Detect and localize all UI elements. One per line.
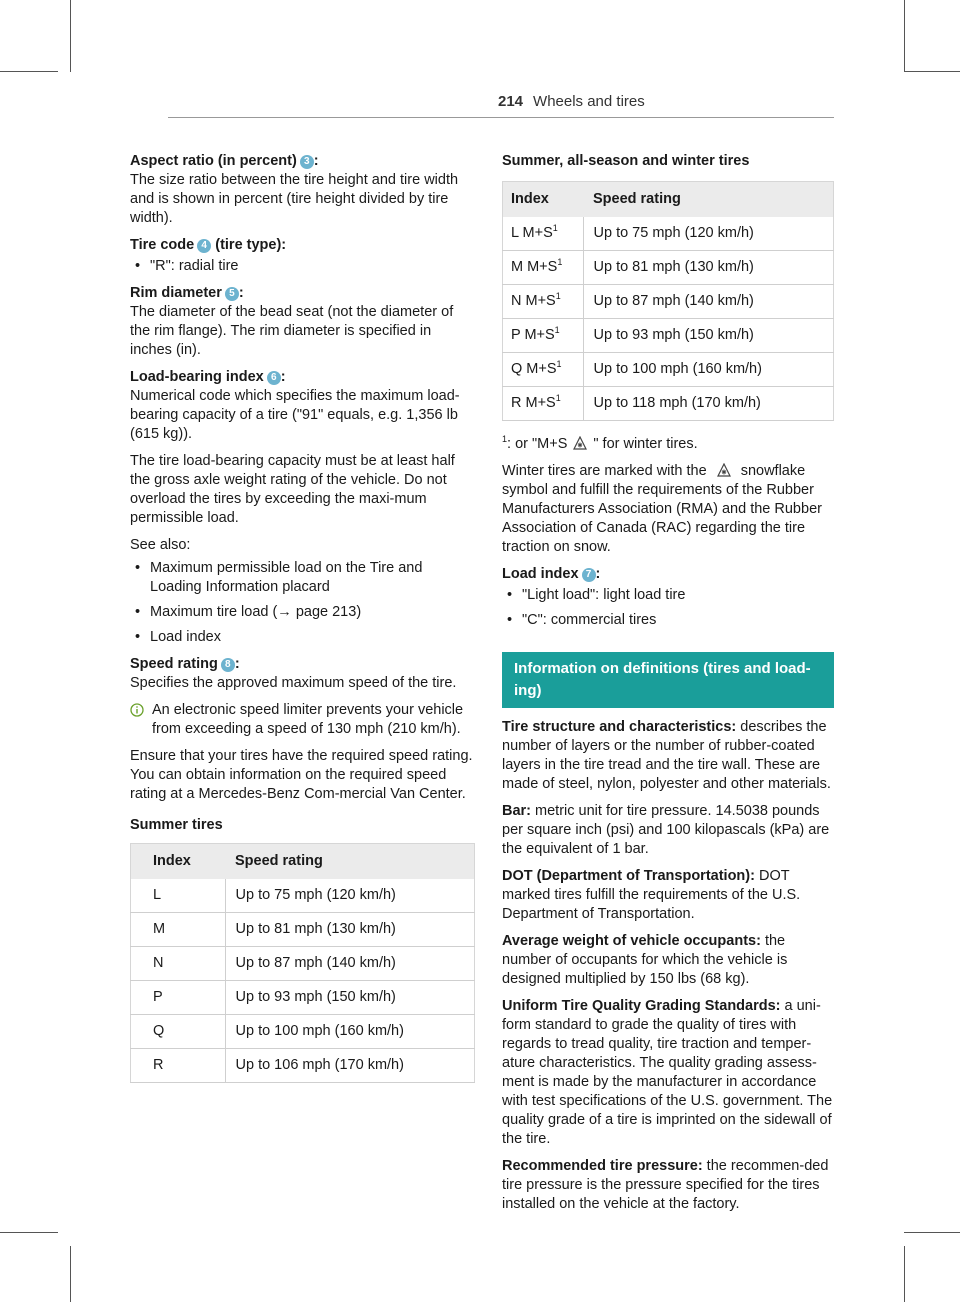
tirecode-title: Tire code	[130, 237, 195, 253]
table-cell: Up to 118 mph (170 km/h)	[583, 387, 834, 421]
column-header: Index	[503, 182, 584, 218]
footnote-post: " for winter tires.	[593, 436, 698, 452]
table-row	[131, 879, 475, 913]
table-cell: Q $M+S^1$	[503, 353, 584, 387]
callout-4: 4	[197, 239, 211, 253]
page-header	[498, 93, 645, 110]
table-cell: Up to 75 mph (120 km/h)	[225, 879, 475, 913]
loadidx-list	[502, 586, 834, 630]
snowflake-mountain-icon	[717, 463, 731, 477]
aspect-section: Aspect ratio (in percent) 3 : The size ratio between the tire height and tire width and is shown in percent (tire height divided by tire width).	[130, 153, 459, 226]
table-row	[503, 251, 834, 285]
table-cell: Up to 87 mph (140 km/h)	[225, 947, 475, 981]
aspect-text: The size ratio between the tire height and tire width and is shown in percent (tire height divided by tire width).	[130, 172, 459, 226]
crop-mark	[0, 1232, 58, 1233]
table-cell: P	[131, 981, 226, 1015]
list-item: • Load index	[130, 628, 475, 647]
footnote	[502, 435, 834, 454]
table-cell: N	[131, 947, 226, 981]
definition	[502, 1157, 834, 1214]
crop-mark	[904, 71, 960, 72]
table-cell: R	[131, 1049, 226, 1083]
crop-mark	[904, 0, 905, 72]
crop-mark	[70, 0, 71, 72]
table-cell: Up to 81 mph (130 km/h)	[225, 913, 475, 947]
footnote-mark: 1	[502, 434, 508, 444]
summer-title: Summer tires	[130, 817, 223, 833]
table-row	[503, 387, 834, 421]
table-cell: Up to 100 mph (160 km/h)	[583, 353, 834, 387]
table-row	[503, 285, 834, 319]
load-text-2: The tire load-bearing capacity must be at least half the gross axle weight rating of the vehicle. Do not overload the tires by exceeding the maxi-mum permissible load.	[130, 453, 455, 526]
summer-table	[130, 843, 475, 1083]
definition-term: Average weight of vehicle occupants:	[502, 933, 761, 949]
table-row	[503, 353, 834, 387]
footnote-pre: : or "M+S	[507, 436, 568, 452]
section-title: Wheels and tires	[533, 93, 645, 110]
table-header-row	[131, 844, 475, 880]
list-item: • "R": radial tire	[130, 257, 475, 276]
all-season-table	[502, 181, 834, 421]
tirecode-section	[130, 236, 475, 255]
table-cell: L $M+S^1$	[503, 217, 584, 251]
right-column	[502, 152, 834, 1222]
callout-7: 7	[582, 568, 596, 582]
definition-term: Recommended tire pressure:	[502, 1158, 703, 1174]
definition-text: describes the number of layers or the number of rubber-coated layers in the tire tread and the tire wall. These are made of steel, nylon, polyester and other materials.	[502, 719, 831, 792]
info-note-icon	[130, 703, 144, 717]
tirecode-list	[130, 257, 475, 276]
left-column	[130, 152, 475, 1093]
table-cell: Up to 93 mph (150 km/h)	[583, 319, 834, 353]
winter-pre: Winter tires are marked with the	[502, 463, 707, 479]
column-header: Speed rating	[225, 844, 475, 880]
list-item: • Maximum permissible load on the Tire and Loading Information placard	[130, 559, 475, 597]
table-row	[131, 1015, 475, 1049]
section-banner: Information on definitions (tires and load-ing)	[502, 652, 834, 708]
callout-6: 6	[267, 371, 281, 385]
column-header: Speed rating	[583, 182, 834, 218]
loadidx-section: Load index 7 :	[502, 566, 601, 582]
definition-term: Bar:	[502, 803, 532, 819]
callout-5: 5	[225, 287, 239, 301]
see-also: See also:	[130, 537, 191, 553]
callout-3: 3	[300, 155, 314, 169]
table-cell: Up to 75 mph (120 km/h)	[583, 217, 834, 251]
definition	[502, 997, 834, 1149]
load-text: Numerical code which specifies the maximum load-bearing capacity of a tire ("91" equals, e.g. 1,356 lb (615 kg)).	[130, 388, 460, 442]
tirecode-suffix: (tire type):	[215, 237, 287, 253]
definition-text: DOT marked tires fulfill the requirements of the U.S. Department of Transportation.	[502, 868, 801, 922]
table-cell: P $M+S^1$	[503, 319, 584, 353]
table-cell: Q	[131, 1015, 226, 1049]
note-text: An electronic speed limiter prevents your vehicle from exceeding a speed of 130 mph (210 km/h).	[152, 702, 464, 737]
snowflake-mountain-icon	[573, 436, 587, 450]
definition	[502, 718, 834, 794]
rim-text: The diameter of the bead seat (not the diameter of the rim flange). The rim diameter is specified in inches (in).	[130, 304, 454, 358]
rim-title: Rim diameter	[130, 285, 222, 301]
definition-text: the recommen-ded tire pressure is the pressure specified for the tires installed on the vehicle at the factory.	[502, 1158, 829, 1212]
definition-text: the number of occupants for which the vehicle is designed multiplied by 150 lbs (68 kg).	[502, 933, 788, 987]
list-item: • "Light load": light load tire	[502, 586, 834, 605]
header-rule	[168, 117, 834, 118]
load-section: Load-bearing index 6 : Numerical code which specifies the maximum load-bearing capacity of a tire ("91" equals, e.g. 1,356 lb (615 kg)).	[130, 369, 460, 442]
crop-mark	[0, 71, 58, 72]
table-cell: M	[131, 913, 226, 947]
table-cell: N $M+S^1$	[503, 285, 584, 319]
table-cell: Up to 106 mph (170 km/h)	[225, 1049, 475, 1083]
page-number: 214	[498, 93, 524, 110]
definition-text: metric unit for tire pressure. 14.5038 pounds per square inch (psi) and 100 kilopascals (kPa) are the equivalent of 1 bar.	[502, 803, 830, 857]
winter-text	[502, 462, 834, 557]
rim-section: Rim diameter 5 : The diameter of the bead seat (not the diameter of the rim flange). The rim diameter is specified in inches (in).	[130, 285, 454, 358]
table-cell: Up to 81 mph (130 km/h)	[583, 251, 834, 285]
all-season-title: Summer, all-season and winter tires	[502, 153, 750, 169]
aspect-title: Aspect ratio (in percent)	[130, 153, 297, 169]
speed-title: Speed rating	[130, 656, 218, 672]
table-cell: L	[131, 879, 226, 913]
loadidx-title: Load index	[502, 566, 579, 582]
speed-text-2: Ensure that your tires have the required speed rating. You can obtain information on the required speed rating at a Mercedes-Benz Com-mercial Van Center.	[130, 748, 473, 802]
definition-term: Tire structure and characteristics:	[502, 719, 737, 735]
table-row	[503, 319, 834, 353]
definition	[502, 867, 834, 924]
column-header: Index	[131, 844, 226, 880]
table-cell: Up to 100 mph (160 km/h)	[225, 1015, 475, 1049]
winter-post: snowflake symbol and fulfill the requirements of the Rubber Manufacturers Association (RMA) and the Rubber Association of Canada (RAC) regarding the tire traction on snow.	[502, 463, 822, 555]
table-header-row	[503, 182, 834, 218]
crop-mark	[904, 1232, 960, 1233]
definition	[502, 802, 834, 859]
table-row	[503, 217, 834, 251]
table-cell: M $M+S^1$	[503, 251, 584, 285]
list-item: • Maximum tire load (→ page 213)	[130, 603, 475, 622]
table-row	[131, 947, 475, 981]
crop-mark	[70, 1246, 71, 1302]
table-row	[131, 913, 475, 947]
definition-term: Uniform Tire Quality Grading Standards:	[502, 998, 781, 1014]
definition	[502, 932, 834, 989]
speed-text: Specifies the approved maximum speed of the tire.	[130, 675, 457, 691]
definition-term: DOT (Department of Transportation):	[502, 868, 755, 884]
see-also-list	[130, 559, 475, 647]
table-cell: Up to 87 mph (140 km/h)	[583, 285, 834, 319]
speed-section: Speed rating 8 : Specifies the approved maximum speed of the tire.	[130, 656, 457, 691]
table-row	[131, 1049, 475, 1083]
table-cell: R $M+S^1$	[503, 387, 584, 421]
table-row	[131, 981, 475, 1015]
info-note	[130, 701, 475, 739]
callout-8: 8	[221, 658, 235, 672]
load-title: Load-bearing index	[130, 369, 264, 385]
crop-mark	[904, 1246, 905, 1302]
definition-text: a uni-form standard to grade the quality of tires with regards to tread quality, tire traction and temper-ature characteristics. The quality grading assess-ment is made by the manufacturer in accordance with test specifications of the U.S. government. The quality grade of a tire is imprinted on the sidewall of the tire.	[502, 998, 833, 1147]
list-item: • "C": commercial tires	[502, 611, 834, 630]
table-cell: Up to 93 mph (150 km/h)	[225, 981, 475, 1015]
